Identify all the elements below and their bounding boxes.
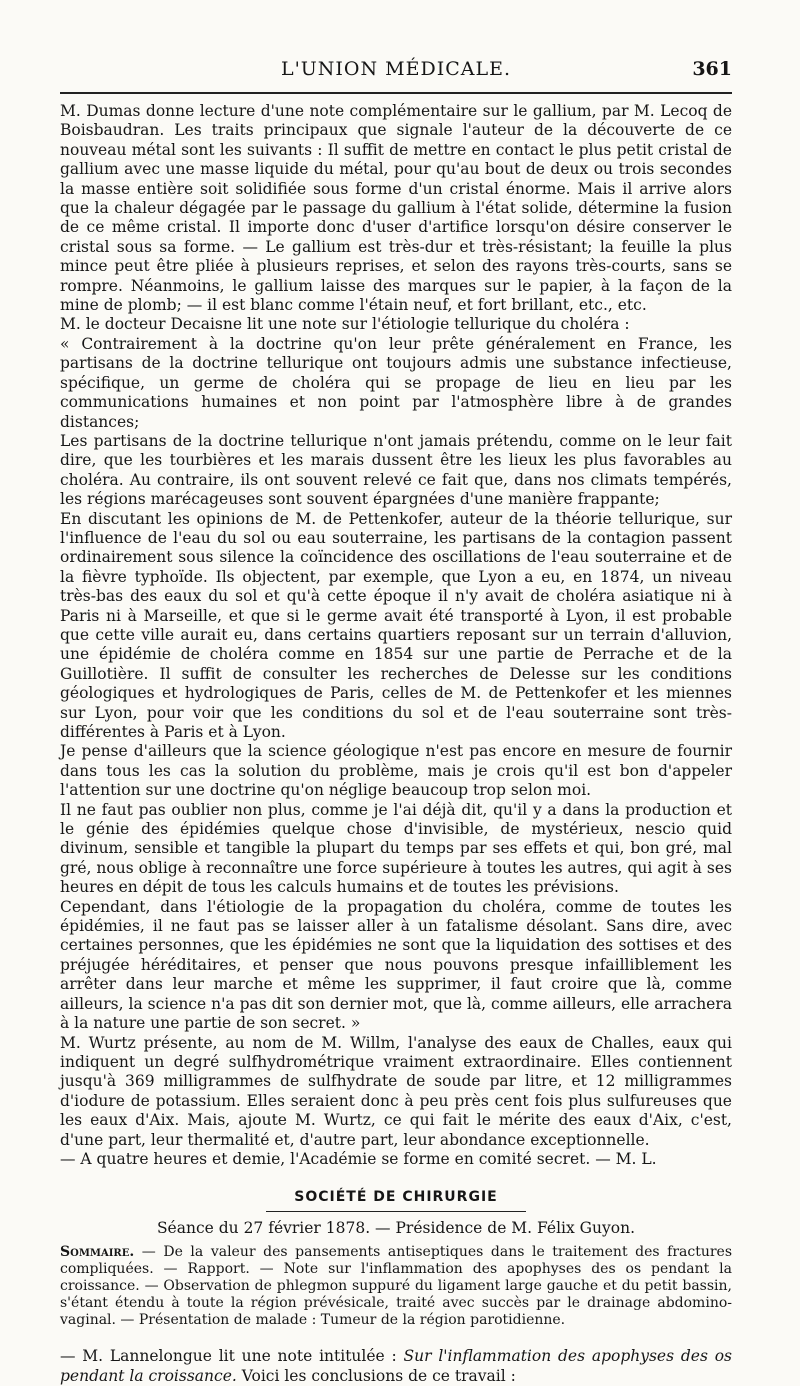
journal-title: L'UNION MÉDICALE. [280, 58, 512, 80]
paragraph: M. le docteur Decaisne lit une note sur l'étiologie tellurique du choléra : [60, 315, 630, 334]
paragraph: M. Dumas donne lecture d'une note complémentaire sur le gallium, par M. Lecoq de Boisbaudran. Les traits principaux que signale l'auteur de la découverte de ce nouveau métal sont les suivants : Il suffit de mettre en contact le plus petit cristal de gallium avec une masse liquide du métal, pour qu'au bout de deux ou trois secondes la masse entière soit solidifiée sous forme d'un cristal énorme. Mais il arrive alors que la chaleur dégagée par le passage du gallium à l'état solide, détermine la fusion de ce même cristal. Il importe donc d'user d'artifice lorsqu'on désire conserver le cristal sous sa forme. — Le gallium est très-dur et très-résistant; la feuille la plus mince peut être pliée à plusieurs reprises, et selon des rayons très-courts, sans se rompre. Néanmoins, le gallium laisse des marques sur le papier, à la façon de la mine de plomb; — il est blanc comme l'étain neuf, et fort brillant, etc., etc. [60, 102, 732, 315]
paragraph: « Contrairement à la doctrine qu'on leur prête généralement en France, les partisans de la doctrine tellurique ont toujours admis une substance infectieuse, spécifique, un germe de choléra qui se propage de lieu en lieu par les communications humaines et non point par l'atmosphère libre à de grandes distances; [60, 334, 732, 431]
summary-text: — De la valeur des pansements antiseptiques dans le traitement des fractures compliquées. — Rapport. — Note sur l'inflammation des apophyses des os pendant la croissance. — Observation de phlegmon suppuré du ligament large gauche et du petit bassin, s'étant étendu à toute la région prévésicale, traité avec succès par le drainage abdomino-vaginal. — Présentation de malade : Tumeur de la région parotidienne. [60, 1244, 733, 1329]
session-line: Séance du 27 février 1878. — Présidence de M. Félix Guyon. [156, 1219, 636, 1238]
paragraph: Cependant, dans l'étiologie de la propagation du choléra, comme de toutes les épidémies, il ne faut pas se laisser aller à un fatalisme désolant. Sans dire, avec certaines personnes, que les épidémies ne sont que la liquidation des sottises et des préjugée héréditaires, et penser que nous pouvons presque infailliblement les arrêter dans leur marche et même les supprimer, il faut croire que là, comme ailleurs, la science n'a pas dit son dernier mot, que là, comme ailleurs, elle arrachera à la nature une partie de son secret. » [60, 897, 732, 1033]
running-header [60, 52, 732, 88]
paragraph: — A quatre heures et demie, l'Académie se forme en comité secret. — M. L. [60, 1149, 657, 1168]
paragraph: M. Wurtz présente, au nom de M. Willm, l'analyse des eaux de Challes, eaux qui indiquent un degré sulfhydrométrique vraiment extraordinaire. Elles contiennent jusqu'à 369 milligrammes de sulfhydrate de soude par litre, et 12 milligrammes d'iodure de potassium. Elles seraient donc à peu près cent fois plus sulfureuses que les eaux d'Aix. Mais, ajoute M. Wurtz, ce qui fait le mérite des eaux d'Aix, c'est, d'une part, leur thermalité et, d'autre part, leur abondance exceptionnelle. [60, 1033, 732, 1149]
closing-paragraph [60, 1347, 732, 1386]
summary-paragraph [60, 1244, 732, 1329]
closing-tail: Voici les conclusions de ce travail : [236, 1366, 516, 1385]
summary-label: Sommaire. [60, 1244, 135, 1261]
article-body [60, 102, 732, 1169]
section-title: SOCIÉTÉ DE CHIRURGIE [294, 1189, 498, 1206]
paragraph: En discutant les opinions de M. de Pettenkofer, auteur de la théorie tellurique, sur l'influence de l'eau du sol ou eau souterraine, les partisans de la contagion passent ordinairement sous silence la coïncidence des oscillations de l'eau souterraine et de la fièvre typhoïde. Ils objectent, par exemple, que Lyon a eu, en 1874, un niveau très-bas des eaux du sol et qu'à cette époque il n'y avait de choléra asiatique ni à Paris ni à Marseille, et que si le germe avait été transporté à Lyon, il est probable que cette ville aurait eu, dans certains quartiers reposant sur un terrain d'alluvion, une épidémie de choléra comme en 1854 sur une partie de Perrache et de la Guillotière. Il suffit de consulter les recherches de Delesse sur les conditions géologiques et hydrologiques de Paris, celles de M. de Pettenkofer et les miennes sur Lyon, pour voir que les conditions du sol et de l'eau souterraine sont très-différentes à Paris et à Lyon. [60, 509, 732, 741]
closing-lead: — M. Lannelongue lit une note intitulée : [60, 1347, 404, 1366]
paragraph: Les partisans de la doctrine tellurique n'ont jamais prétendu, comme on le leur fait dire, que les tourbières et les marais dussent être les lieux les plus favorables au choléra. Au contraire, ils ont souvent relevé ce fait que, dans nos climats tempérés, les régions marécageuses sont souvent épargnées d'une manière frappante; [60, 431, 732, 509]
closing-title: Sur l'inflammation des apophyses des os pendant la croissance. [60, 1347, 732, 1385]
summary-block [60, 1244, 732, 1329]
page-number: 361 [692, 58, 732, 80]
paragraph: Il ne faut pas oublier non plus, comme je l'ai déjà dit, qu'il y a dans la production et le génie des épidémies quelque chose d'invisible, de mystérieux, nescio quid divinum, sensible et tangible la plupart du temps par ses effets et qui, bon gré, mal gré, nous oblige à reconnaître une force supérieure à toutes les autres, qui agit à ses heures en dépit de tous les calculs humains et de toutes les prévisions. [60, 800, 732, 897]
section-rule [266, 1211, 526, 1212]
header-rule [60, 92, 732, 94]
paragraph: Je pense d'ailleurs que la science géologique n'est pas encore en mesure de fournir dans tous les cas la solution du problème, mais je crois qu'il est bon d'appeler l'attention sur une doctrine qu'on néglige beaucoup trop selon moi. [60, 742, 732, 800]
